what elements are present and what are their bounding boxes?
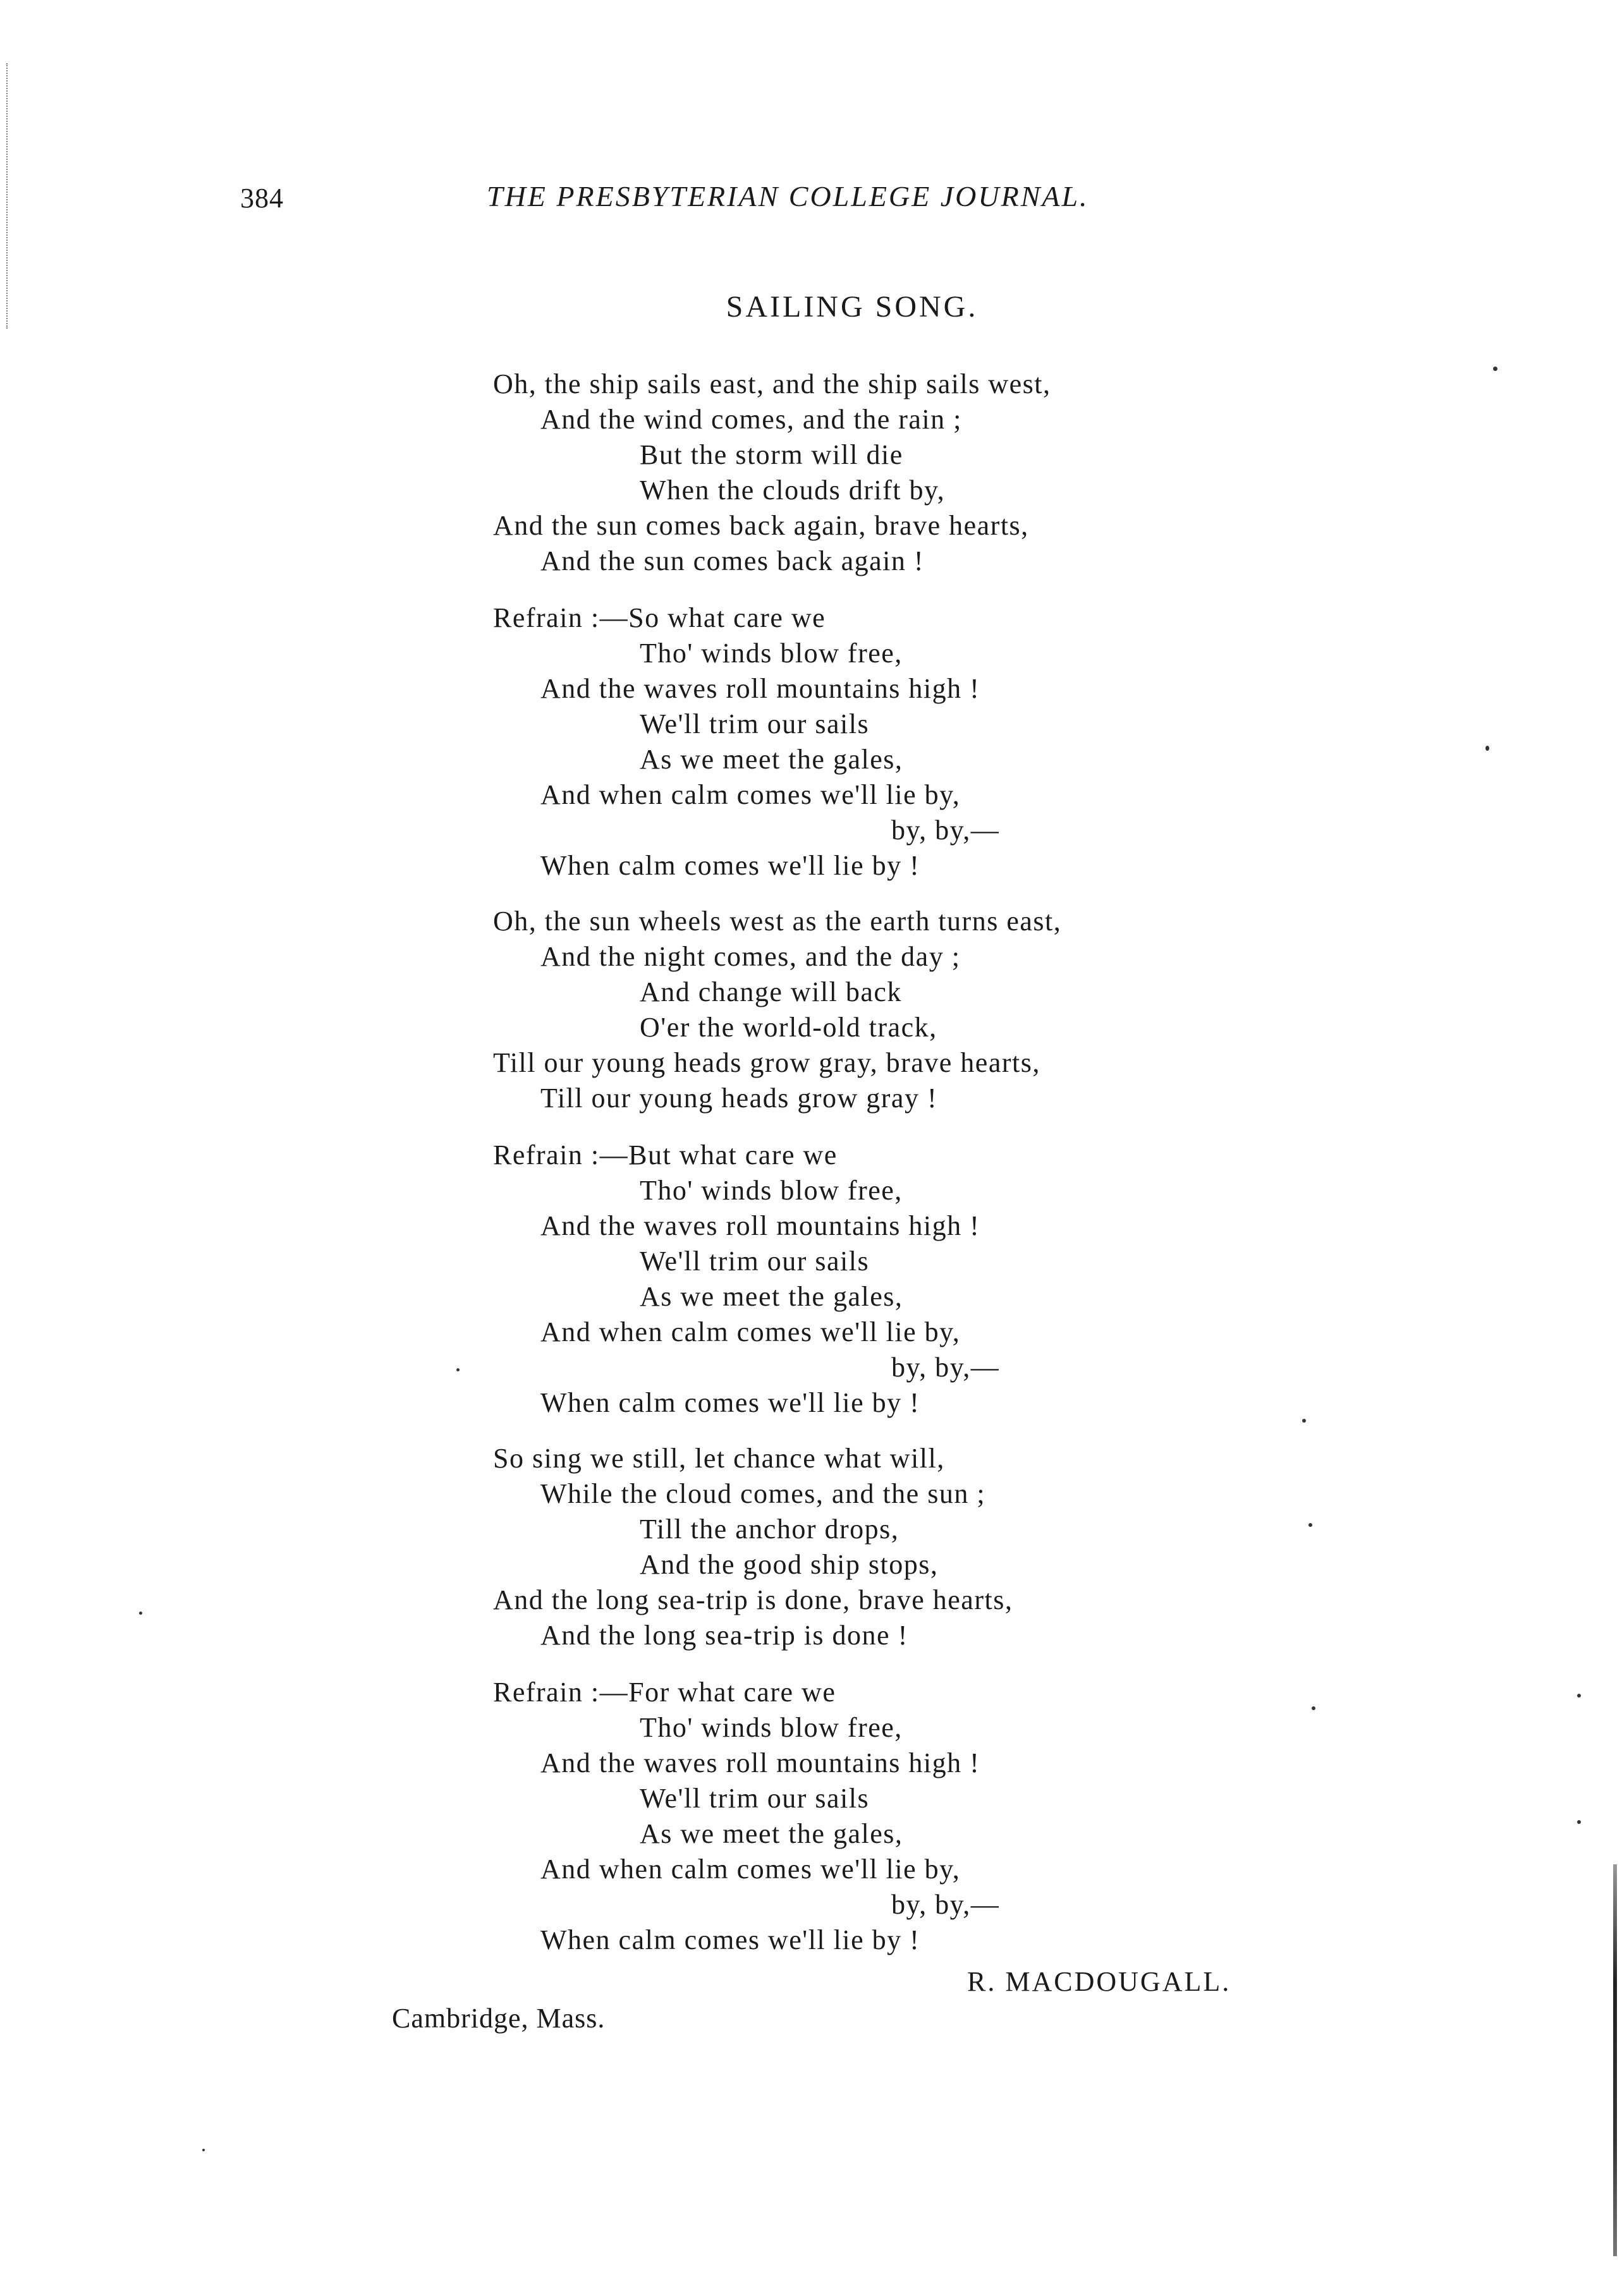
poem-line: Refrain :—So what care we: [493, 602, 826, 633]
poem-line: As we meet the gales,: [640, 744, 903, 775]
scan-speck: [202, 2149, 205, 2151]
scan-speck: [1485, 746, 1489, 751]
poem-line: We'll trim our sails: [640, 1783, 870, 1814]
poem-line: When calm comes we'll lie by !: [540, 1924, 920, 1955]
scan-speck: [1312, 1706, 1315, 1710]
poem-line: Tho' winds blow free,: [640, 638, 903, 669]
poem-line: Till our young heads grow gray, brave hearts,: [493, 1047, 1040, 1078]
poem-line: And the good ship stops,: [640, 1549, 939, 1580]
author-signature: R. MACDOUGALL.: [967, 1966, 1231, 1997]
scan-speck: [1493, 367, 1497, 371]
poem-title: SAILING SONG.: [726, 290, 979, 324]
poem-line: When calm comes we'll lie by !: [540, 850, 920, 881]
poem-line: O'er the world-old track,: [640, 1012, 937, 1043]
poem-line: Tho' winds blow free,: [640, 1712, 903, 1743]
poem-line: And the waves roll mountains high !: [540, 1210, 980, 1241]
poem-line: And the sun comes back again, brave hearts,: [493, 510, 1029, 541]
scan-speck: [139, 1612, 142, 1615]
poem-line: And change will back: [640, 976, 902, 1007]
scan-speck: [456, 1368, 460, 1371]
poem-line: As we meet the gales,: [640, 1281, 903, 1312]
poem-line: As we meet the gales,: [640, 1818, 903, 1849]
poem-line: Refrain :—But what care we: [493, 1139, 838, 1170]
poem-line: Tho' winds blow free,: [640, 1175, 903, 1206]
poem-line: Till the anchor drops,: [640, 1514, 899, 1545]
poem-line: But the storm will die: [640, 439, 903, 470]
page-number: 384: [240, 183, 284, 214]
poem-line: We'll trim our sails: [640, 708, 870, 739]
poem-line: by, by,—: [891, 815, 1000, 846]
poem-line: by, by,—: [891, 1889, 1000, 1920]
poem-line: And the waves roll mountains high !: [540, 1747, 980, 1778]
poem-line: Till our young heads grow gray !: [540, 1083, 938, 1114]
poem-line: And when calm comes we'll lie by,: [540, 779, 961, 810]
scan-speck: [1302, 1419, 1306, 1423]
poem-line: When the clouds drift by,: [640, 475, 946, 506]
poem-line: So sing we still, let chance what will,: [493, 1443, 945, 1474]
poem-line: And when calm comes we'll lie by,: [540, 1854, 961, 1885]
poem-line: And the sun comes back again !: [540, 545, 925, 576]
poem-line: And the wind comes, and the rain ;: [540, 404, 962, 435]
scan-speck: [1308, 1523, 1312, 1527]
poem-line: When calm comes we'll lie by !: [540, 1387, 920, 1418]
running-head: THE PRESBYTERIAN COLLEGE JOURNAL.: [487, 180, 1089, 212]
place-line: Cambridge, Mass.: [392, 2003, 606, 2034]
poem-line: And the night comes, and the day ;: [540, 941, 961, 972]
poem-line: And the long sea-trip is done, brave hearts,: [493, 1584, 1013, 1615]
scan-edge-marks: [6, 63, 14, 329]
poem-line: Oh, the sun wheels west as the earth turns east,: [493, 906, 1062, 937]
scan-edge-strip: [1613, 1864, 1617, 2256]
scan-speck: [1577, 1820, 1581, 1824]
poem-line: by, by,—: [891, 1352, 1000, 1383]
poem-line: And the waves roll mountains high !: [540, 673, 980, 704]
poem-line: And when calm comes we'll lie by,: [540, 1316, 961, 1347]
poem-line: Oh, the ship sails east, and the ship sails west,: [493, 368, 1051, 399]
poem-line: While the cloud comes, and the sun ;: [540, 1478, 986, 1509]
poem-line: And the long sea-trip is done !: [540, 1620, 908, 1651]
poem-line: We'll trim our sails: [640, 1246, 870, 1277]
scan-speck: [1577, 1694, 1581, 1698]
poem-line: Refrain :—For what care we: [493, 1677, 836, 1708]
